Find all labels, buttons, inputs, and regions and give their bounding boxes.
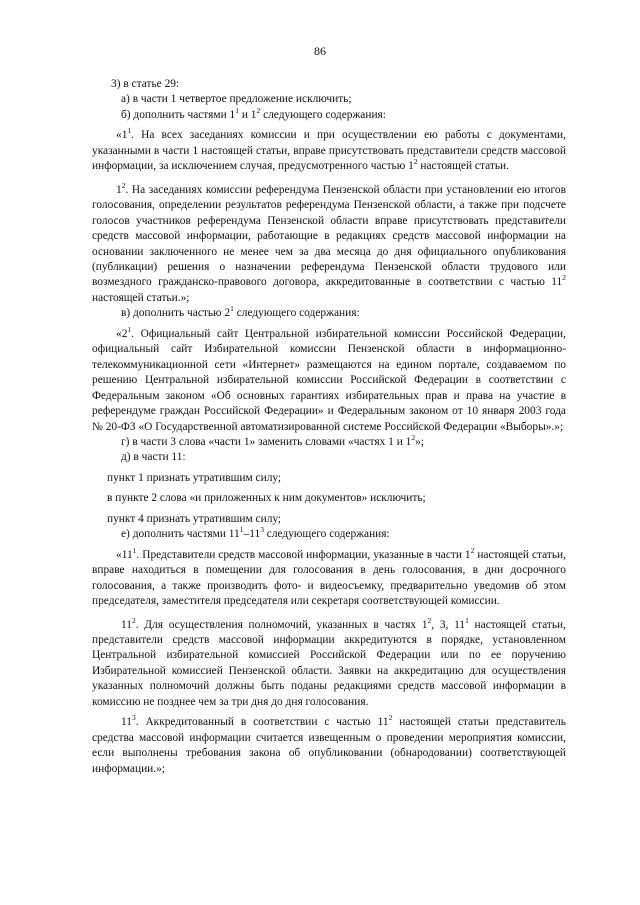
document-body — [92, 77, 566, 777]
paragraph-point-2: в пункте 2 слова «и приложенных к ним документов» исключить; — [107, 492, 426, 505]
paragraph-item-g: г) в части 3 слова «части 1» заменить словами «частях 1 и $1^2$»; — [121, 432, 424, 448]
paragraph-item-e: е) дополнить частями $11^1-11^3$ следующего содержания: — [121, 525, 390, 541]
paragraph-part-1-2: $1^2$. На заседаниях комиссии референдума Пензенской области при установлении ею итогов голосования, определении результатов референдума Пензенской области, а также при подсчете голосов участников референдума Пензенской области вправе присутствовать представители средств массовой информации, работающие в редакциях средств массовой информации на основании заключенного не менее чем за два месяца до дня официального опубликования (публикации) решения о назначении референдума Пензенской области трудового или возмездного гражданско-правового договора, аккредитованные в соответствии с частью $11^2$ настоящей статьи.»; — [92, 180, 566, 304]
paragraph-point-1: пункт 1 признать утратившим силу; — [107, 471, 282, 484]
paragraph-item-a: а) в части 1 четвертое предложение исключить; — [121, 93, 352, 106]
paragraph-part-11-1: «$11^1$. Представители средств массовой информации, указанные в части $1^2$ настоящей статьи, вправе находиться в помещении для голосования в день голосования, в дни досрочного голосования, а также производить фото- и видеосъемку, предварительно уведомив об этом председателя, заместителя председателя или секретаря соответствующей комиссии. — [92, 545, 566, 608]
paragraph-part-11-2: $11^2$. Для осуществления полномочий, указанных в частях $1^2$, 3, $11^1$ настоящей статьи, представители средств массовой информации аккредитуются в порядке, установленном Центральной избирательной комиссией Российской Федерации или по ее поручению Избирательной комиссией Пензенской области. Заявки на аккредитацию для осуществления указанных полномочий должны быть поданы редакциями средств массовой информации в комиссию не позднее чем за три дня до дня голосования. — [92, 615, 566, 708]
paragraph-point-4: пункт 4 признать утратившим силу; — [107, 512, 282, 525]
paragraph-item-v: в) дополнить частью $2^1$ следующего содержания: — [121, 304, 360, 320]
page-number: 86 — [314, 44, 326, 58]
paragraph-item-d: д) в части 11: — [121, 451, 186, 464]
paragraph-item-b: б) дополнить частями $1^1$ и $1^2$ следующего содержания: — [121, 105, 386, 121]
paragraph-part-11-3: $11^3$. Аккредитованный в соответствии с частью $11^2$ настоящей статьи представитель средства массовой информации считается извещенным о проведении мероприятия комиссии, если выполнены требования закона об опубликовании (обнародовании) соответствующей информации.»; — [92, 713, 566, 775]
paragraph-article-29: 3) в статье 29: — [111, 78, 180, 90]
paragraph-part-2-1: «$2^1$. Официальный сайт Центральной избирательной комиссии Российской Федерации, официальный сайт Избирательной комиссии Пензенской области в информационно-телекоммуникационной сети «Интернет» размещаются на едином портале, создаваемом по решению Центральной избирательной комиссии Российской Федерации в соответствии с Федеральным законом «Об основных гарантиях избирательных прав и права на участие в референдуме граждан Российской Федерации» и Федеральным законом от 10 января 2003 года № 20-ФЗ «О Государственной автоматизированной системе Российской Федерации «Выборы».»; — [92, 324, 566, 433]
paragraph-part-1-1: «$1^1$. На всех заседаниях комиссии и при осуществлении ею работы с документами, указанными в части 1 настоящей статьи, вправе присутствовать представители средств массовой информации, за исключением случая, предусмотренного частью $1^2$ настоящей статьи. — [92, 126, 566, 173]
